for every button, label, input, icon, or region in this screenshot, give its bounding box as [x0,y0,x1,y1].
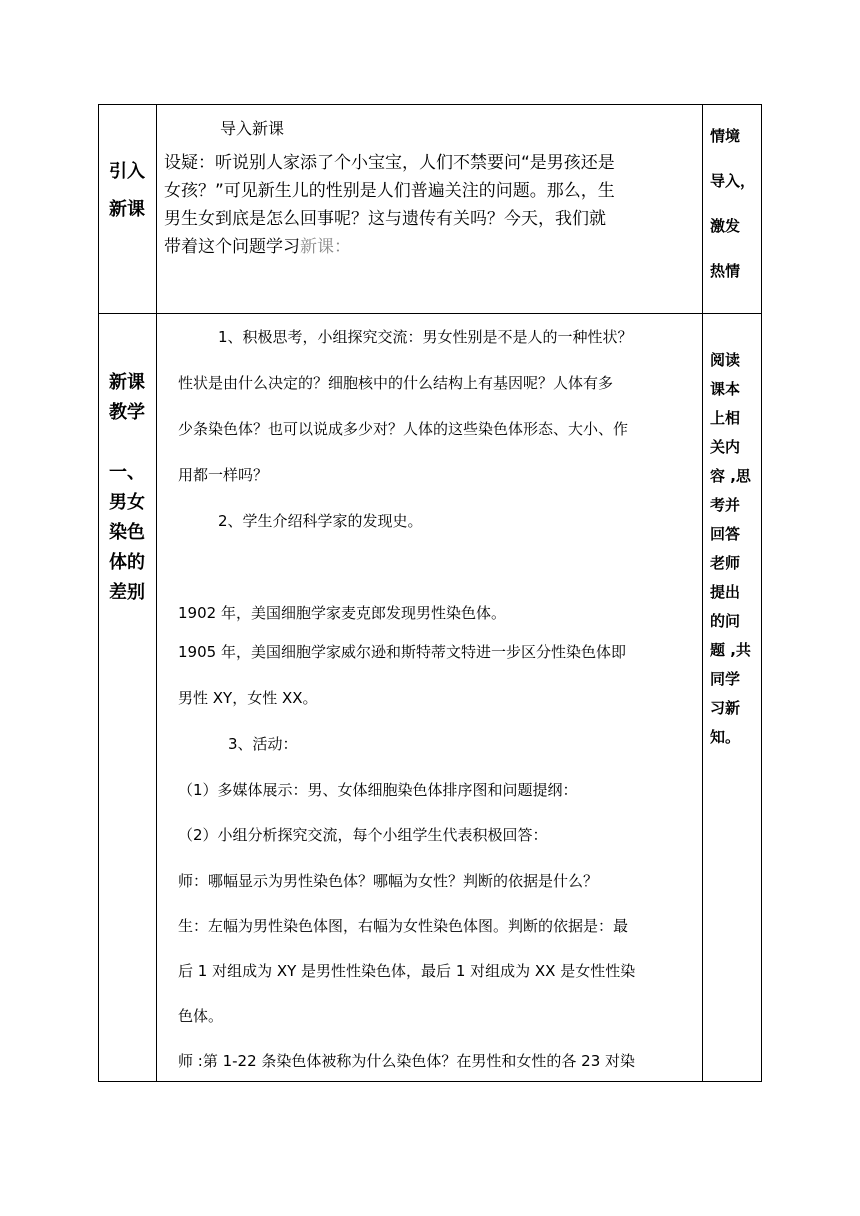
section1-body [164,149,700,261]
note-line: 题 ,共 [710,641,751,659]
label-line: 男女 [109,492,145,513]
section2-line: （1）多媒体展示：男、女体细胞染色体排序图和问题提纲： [178,781,578,799]
section2-line: （2）小组分析探究交流，每个小组学生代表积极回答： [178,826,548,844]
note-line: 热情 [710,262,741,280]
note-line: 容 ,思 [710,467,751,485]
section2-line: 生：左幅为男性染色体图，右幅为女性染色体图。判断的依据是：最 [178,917,629,935]
section2-line: 3、活动： [228,735,298,753]
table-col-divider-1 [156,104,157,1082]
section1-label-line2: 新课 [109,199,145,220]
note-line: 知。 [710,728,741,746]
section2-line: 1902 年，美国细胞学家麦克郎发现男性染色体。 [178,604,506,622]
section1-text-span-gray: 新课： [300,237,351,257]
section2-line: 男性 XY，女性 XX。 [178,689,318,707]
note-line: 的问 [710,612,741,630]
label-line: 教学 [109,402,145,423]
section2-line: 后 1 对组成为 XY 是男性性染色体，最后 1 对组成为 XX 是女性性染 [178,962,636,980]
section2-line: 用都一样吗？ [178,466,269,484]
label-line: 染色 [109,522,145,543]
section2-line: 性状是由什么决定的？细胞核中的什么结构上有基因呢？人体有多 [178,374,614,392]
section1-label [98,153,156,229]
label-line: 差别 [109,582,145,603]
section2-note [704,346,760,752]
section2-line: 师 :第 1-22 条染色体被称为什么染色体？在男性和女性的各 23 对染 [178,1052,636,1070]
note-line: 阅读 [710,351,741,369]
note-line: 激发 [710,217,741,235]
note-line: 回答 [710,525,741,543]
label-spacer [98,428,156,458]
table-col-divider-2 [702,104,703,1082]
section2-line: 色体。 [178,1007,224,1025]
label-line: 一、 [109,462,145,483]
section2-line: 1905 年，美国细胞学家威尔逊和斯特蒂文特进一步区分性染色体即 [178,643,626,661]
section1-text-line: 女孩？”可见新生儿的性别是人们普遍关注的问题。那么，生 [164,181,615,201]
section1-heading: 导入新课 [220,119,285,138]
section2-line: 2、学生介绍科学家的发现史。 [218,512,423,530]
note-line: 老师 [710,554,741,572]
section1-note [704,114,760,294]
note-line: 导入， [710,172,756,190]
section2-line: 少条染色体？也可以说成多少对？人体的这些染色体形态、大小、作 [178,420,629,438]
note-line: 课本 [710,380,741,398]
table-border-right [761,104,762,1082]
label-line: 体的 [109,552,145,573]
note-line: 提出 [710,583,741,601]
note-line: 情境 [710,127,741,145]
label-line: 新课 [109,372,145,393]
section2-line: 1、积极思考，小组探究交流：男女性别是不是人的一种性状？ [218,328,633,346]
section1-text-line-last [164,233,700,261]
note-line: 考并 [710,496,741,514]
section2-line: 师：哪幅显示为男性染色体？哪幅为女性？判断的依据是什么？ [178,872,599,890]
note-line: 同学 [710,670,741,688]
note-line: 上相 [710,409,741,427]
section1-text-span: 带着这个问题学习 [164,237,300,257]
note-line: 关内 [710,438,741,456]
section1-label-line1: 引入 [109,161,145,182]
table-border-top [98,104,762,105]
note-line: 习新 [710,699,741,717]
section1-text-line: 男生女到底是怎么回事呢？这与遗传有关吗？今天，我们就 [164,209,606,229]
section1-text-line: 设疑：听说别人家添了个小宝宝，人们不禁要问“是男孩还是 [164,153,615,173]
section2-label [98,368,156,608]
